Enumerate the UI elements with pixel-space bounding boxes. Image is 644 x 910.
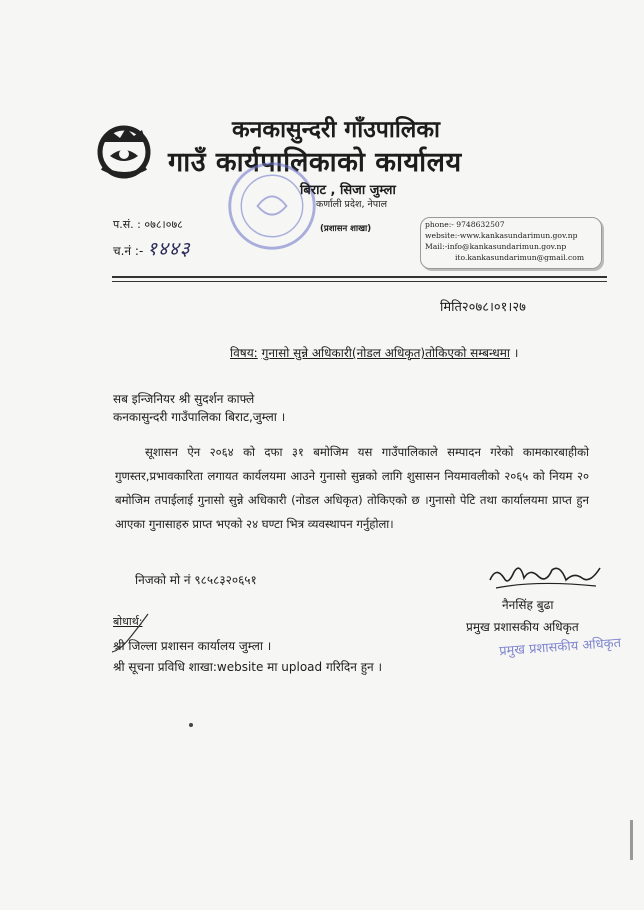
header-divider-thin: [112, 281, 607, 282]
office-title: गाउँ कार्यपालिकाको कार्यालय: [168, 147, 462, 178]
phone-note: निजको मो नं ९८५८३२०६५१: [135, 573, 257, 587]
cn-label: च.नं :-: [113, 244, 144, 258]
contact-mail: Mail:-info@kankasundarimun.gov.np: [425, 242, 567, 251]
contact-website: website:-www.kankasundarimun.gov.np: [425, 231, 578, 240]
contact-ito: ito.kankasundarimun@gmail.com: [455, 253, 585, 262]
title-stamp: प्रमुख प्रशासकीय अधिकृत: [498, 635, 622, 660]
letter-date: मिति२०७८।०१।२७: [440, 300, 526, 315]
office-seal-stamp-icon: [224, 158, 320, 254]
contact-box: [420, 217, 602, 269]
address-line2: कर्णाली प्रदेश, नेपाल: [316, 199, 388, 210]
recipient-line1: सब इन्जिनियर श्री सुदर्शन काफ्ले: [113, 392, 255, 406]
ps-label: प.सं. :: [113, 218, 141, 231]
nepal-emblem-icon: [92, 118, 156, 182]
ps-row: [113, 217, 183, 232]
contact-phone: phone:- 9748632507: [425, 220, 505, 229]
ink-dot: [189, 723, 193, 727]
ps-value: ०७८।०७८: [144, 218, 183, 231]
cc-line1: श्री जिल्ला प्रशासन कार्यालय जुम्ला ।: [113, 639, 272, 653]
cn-value: १४४३: [147, 238, 191, 260]
scan-edge-mark: [630, 820, 633, 860]
header-divider: [112, 276, 607, 278]
signer-name: नैनसिंह बुढा: [502, 598, 554, 612]
signer-title: प्रमुख प्रशासकीय अधिकृत: [466, 620, 579, 634]
subject-label: विषय:: [230, 346, 258, 360]
subject-line: [230, 344, 518, 361]
address-line1: बिराट , सिजा जुम्ला: [300, 183, 396, 198]
cn-row: [113, 235, 191, 261]
cc-label: बोधार्थ:: [113, 615, 143, 628]
handwritten-signature-icon: [486, 558, 604, 596]
subject-end: ।: [513, 346, 519, 360]
subject-value: गुनासो सुन्ने अधिकारी(नोडल अधिकृत)तोकिएको सम्बन्धमा: [261, 346, 510, 360]
letter-body: सूशासन ऐन २०६४ को दफा ३१ बमोजिम यस गाउँपालिकाले सम्पादन गरेको कामकारबाहीको गुणस्तर,प्रभावकारिता लगायत कार्यलयमा आउने गुनासो सुन्नको लागि शुसासन नियमावलीको २०६५ को नियम २० बमोजिम तपाईलाई गुनासो सुन्ने अधिकारी (नोडल अधिकृत) तोकिएको छ ।गुनासो पेटि तथा कार्यालयमा प्राप्त हुन आएका गुनासाहरु प्राप्त भएको २४ घण्टा भित्र व्यवस्थापन गर्नुहोला।: [115, 445, 589, 531]
section-label: (प्रशासन शाखा): [320, 224, 372, 234]
org-name: कनकासुन्दरी गाँउपालिका: [232, 117, 440, 143]
recipient-line2: कनकासुन्दरी गाउँपालिका बिराट,जुम्ला ।: [113, 410, 286, 424]
cc-line2: श्री सूचना प्रविधि शाखा:website मा upload गरिदिन हुन ।: [113, 660, 383, 674]
